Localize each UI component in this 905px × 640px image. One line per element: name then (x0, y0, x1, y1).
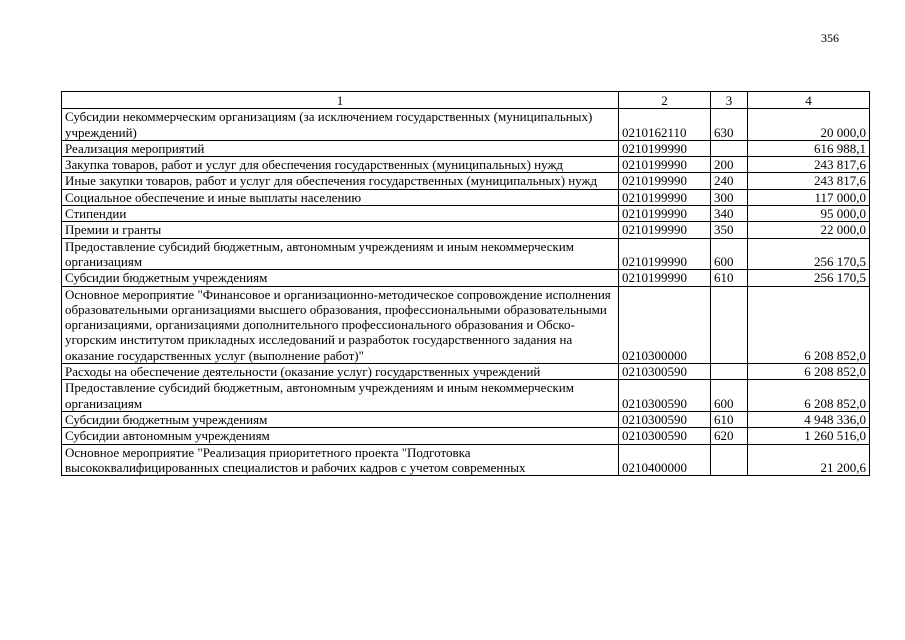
table-row (62, 428, 870, 444)
header-cell-4: 4 (748, 92, 870, 109)
row-name-cell: Основное мероприятие "Реализация приоритетного проекта "Подготовка высококвалифицированных специалистов и рабочих кадров с учетом современных (62, 444, 619, 476)
row-code-cell: 0210300000 (619, 286, 711, 363)
row-code-cell: 0210199990 (619, 173, 711, 189)
table-row (62, 157, 870, 173)
table-row (62, 270, 870, 286)
row-type-cell: 340 (711, 206, 748, 222)
row-name-cell: Закупка товаров, работ и услуг для обеспечения государственных (муниципальных) нужд (62, 157, 619, 173)
row-code-cell: 0210300590 (619, 364, 711, 380)
row-type-cell: 610 (711, 411, 748, 427)
row-amount-cell: 6 208 852,0 (748, 286, 870, 363)
row-type-cell: 240 (711, 173, 748, 189)
table-row (62, 238, 870, 270)
row-name-cell: Расходы на обеспечение деятельности (оказание услуг) государственных учреждений (62, 364, 619, 380)
row-name-cell: Предоставление субсидий бюджетным, автономным учреждениям и иным некоммерческим организациям (62, 238, 619, 270)
header-cell-2: 2 (619, 92, 711, 109)
row-type-cell: 620 (711, 428, 748, 444)
row-amount-cell: 117 000,0 (748, 189, 870, 205)
table-row (62, 189, 870, 205)
row-code-cell: 0210199990 (619, 189, 711, 205)
row-type-cell (711, 444, 748, 476)
table-row (62, 380, 870, 412)
row-code-cell: 0210300590 (619, 411, 711, 427)
table-row (62, 411, 870, 427)
header-cell-1: 1 (62, 92, 619, 109)
row-amount-cell: 616 988,1 (748, 140, 870, 156)
row-amount-cell: 243 817,6 (748, 173, 870, 189)
row-amount-cell: 20 000,0 (748, 109, 870, 141)
row-type-cell: 350 (711, 222, 748, 238)
table-header-row (62, 92, 870, 109)
row-name-cell: Субсидии автономным учреждениям (62, 428, 619, 444)
row-amount-cell: 256 170,5 (748, 238, 870, 270)
table-row (62, 364, 870, 380)
row-name-cell: Социальное обеспечение и иные выплаты населению (62, 189, 619, 205)
row-code-cell: 0210300590 (619, 380, 711, 412)
row-code-cell: 0210199990 (619, 222, 711, 238)
row-type-cell (711, 364, 748, 380)
row-name-cell: Иные закупки товаров, работ и услуг для обеспечения государственных (муниципальных) нужд (62, 173, 619, 189)
row-amount-cell: 22 000,0 (748, 222, 870, 238)
row-amount-cell: 95 000,0 (748, 206, 870, 222)
row-code-cell: 0210300590 (619, 428, 711, 444)
table-row (62, 109, 870, 141)
row-code-cell: 0210162110 (619, 109, 711, 141)
row-name-cell: Премии и гранты (62, 222, 619, 238)
row-amount-cell: 243 817,6 (748, 157, 870, 173)
header-cell-3: 3 (711, 92, 748, 109)
row-type-cell: 630 (711, 109, 748, 141)
row-type-cell: 610 (711, 270, 748, 286)
row-amount-cell: 256 170,5 (748, 270, 870, 286)
table-row (62, 206, 870, 222)
row-code-cell: 0210199990 (619, 270, 711, 286)
row-name-cell: Субсидии некоммерческим организациям (за исключением государственных (муниципальных) учреждений) (62, 109, 619, 141)
table-row (62, 286, 870, 363)
row-name-cell: Реализация мероприятий (62, 140, 619, 156)
row-name-cell: Основное мероприятие "Финансовое и организационно-методическое сопровождение исполнения образовательными организациями высшего образования, профессиональными образовательными организациями, организациями дополнительного профессионального образования и Обско-угорским институтом прикладных исследований и разработок государственного задания на оказание государственных услуг (выполнение работ)" (62, 286, 619, 363)
row-amount-cell: 21 200,6 (748, 444, 870, 476)
row-type-cell: 200 (711, 157, 748, 173)
row-type-cell (711, 140, 748, 156)
row-amount-cell: 6 208 852,0 (748, 364, 870, 380)
row-code-cell: 0210199990 (619, 140, 711, 156)
row-type-cell (711, 286, 748, 363)
row-code-cell: 0210199990 (619, 206, 711, 222)
row-amount-cell: 4 948 336,0 (748, 411, 870, 427)
row-type-cell: 300 (711, 189, 748, 205)
row-amount-cell: 6 208 852,0 (748, 380, 870, 412)
table-row (62, 444, 870, 476)
table-row (62, 140, 870, 156)
row-code-cell: 0210199990 (619, 157, 711, 173)
table-row (62, 222, 870, 238)
row-name-cell: Субсидии бюджетным учреждениям (62, 411, 619, 427)
row-amount-cell: 1 260 516,0 (748, 428, 870, 444)
page-number: 356 (821, 31, 839, 45)
budget-table (61, 91, 870, 476)
row-name-cell: Субсидии бюджетным учреждениям (62, 270, 619, 286)
row-type-cell: 600 (711, 238, 748, 270)
row-name-cell: Стипендии (62, 206, 619, 222)
row-code-cell: 0210400000 (619, 444, 711, 476)
row-type-cell: 600 (711, 380, 748, 412)
table-row (62, 173, 870, 189)
row-name-cell: Предоставление субсидий бюджетным, автономным учреждениям и иным некоммерческим организациям (62, 380, 619, 412)
row-code-cell: 0210199990 (619, 238, 711, 270)
